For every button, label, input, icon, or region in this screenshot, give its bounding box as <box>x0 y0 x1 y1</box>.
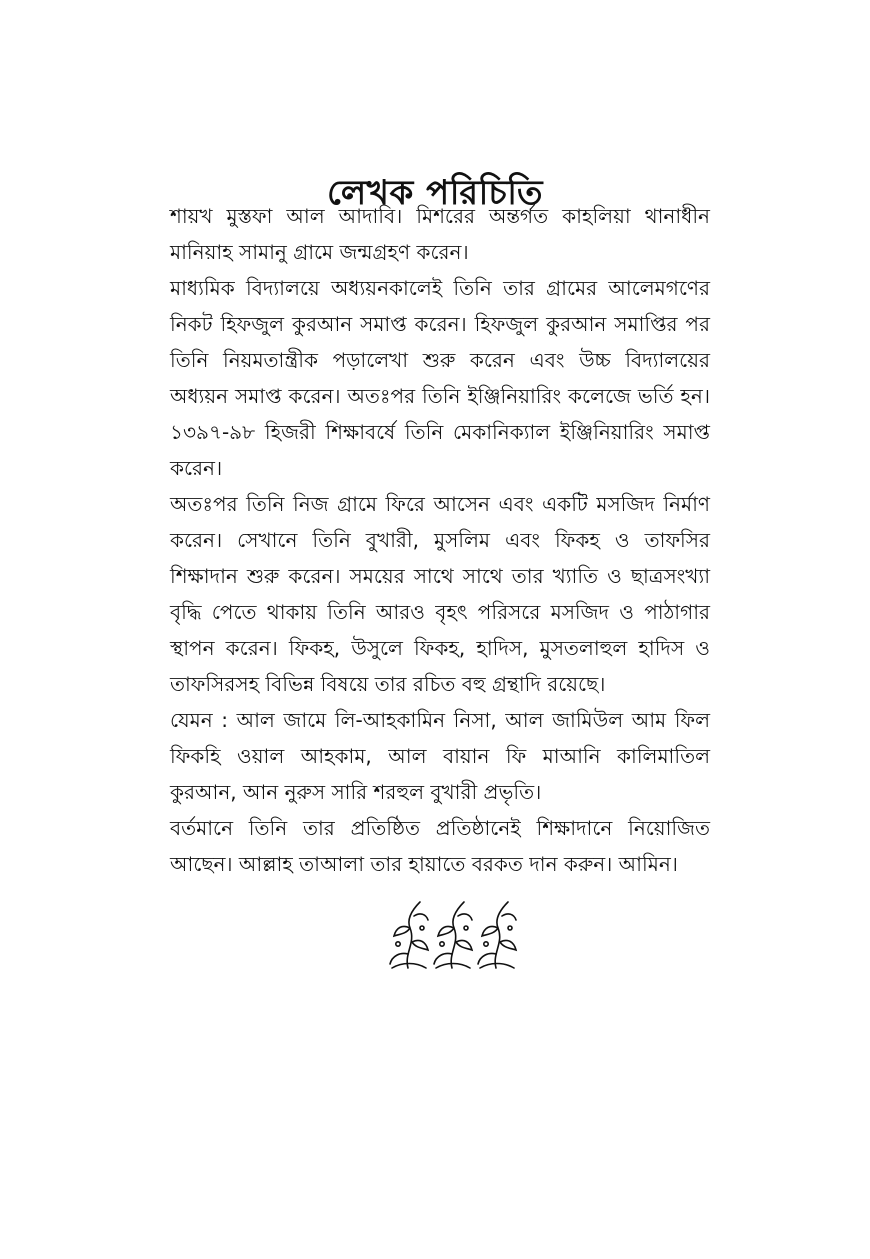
bio-paragraph-origin: শায়খ মুস্তফা আল আদাবি। মিশরের অন্তর্গত কাহলিয়া থানাধীন মানিয়াহ সামানু গ্রামে জন্মগ্রহণ করেন। <box>170 204 710 264</box>
bio-paragraph-education: মাধ্যমিক বিদ্যালয়ে অধ্যয়নকালেই তিনি তার গ্রামের আলেমগণের নিকট হিফজুল কুরআন সমাপ্ত করেন। হিফজুল কুরআন সমাপ্তির পর তিনি নিয়মতান্ত্রীক পড়ালেখা শুরু করেন এবং উচ্চ বিদ্যালয়ের অধ্যয়ন সমাপ্ত করেন। অতঃপর তিনি ইঞ্জিনিয়ারিং কলেজে ভর্তি হন। ১৩৯৭-৯৮ হিজরী শিক্ষাবর্ষে তিনি মেকানিক্যাল ইঞ্জিনিয়ারিং সমাপ্ত করেন। <box>170 276 710 480</box>
bio-paragraph-books: যেমন : আল জামে লি-আহকামিন নিসা, আল জামিউল আম ফিল ফিকহি ওয়াল আহকাম, আল বায়ান ফি মাআনি কালিমাতিল কুরআন, আন নুরুস সারি শরহুল বুখারী প্রভৃতি। <box>170 708 710 804</box>
bio-paragraph-present: বর্তমানে তিনি তার প্রতিষ্ঠিত প্রতিষ্ঠানেই শিক্ষাদানে নিয়োজিত আছেন। আল্লাহ তাআলা তার হায়াতে বরকত দান করুন। আমিন। <box>170 816 710 876</box>
page-title: লেখক পরিচিতি <box>327 172 543 213</box>
author-bio-body <box>170 198 710 882</box>
floral-ornament-icon <box>378 898 528 970</box>
bio-paragraph-teaching: অতঃপর তিনি নিজ গ্রামে ফিরে আসেন এবং একটি মসজিদ নির্মাণ করেন। সেখানে তিনি বুখারী, মুসলিম এবং ফিকহ ও তাফসির শিক্ষাদান শুরু করেন। সময়ের সাথে সাথে তার খ্যাতি ও ছাত্রসংখ্যা বৃদ্ধি পেতে থাকায় তিনি আরও বৃহৎ পরিসরে মসজিদ ও পাঠাগার স্থাপন করেন। ফিকহ, উসুলে ফিকহ, হাদিস, মুসতলাহুল হাদিস ও তাফসিরসহ বিভিন্ন বিষয়ে তার রচিত বহু গ্রন্থাদি রয়েছে। <box>170 492 710 696</box>
